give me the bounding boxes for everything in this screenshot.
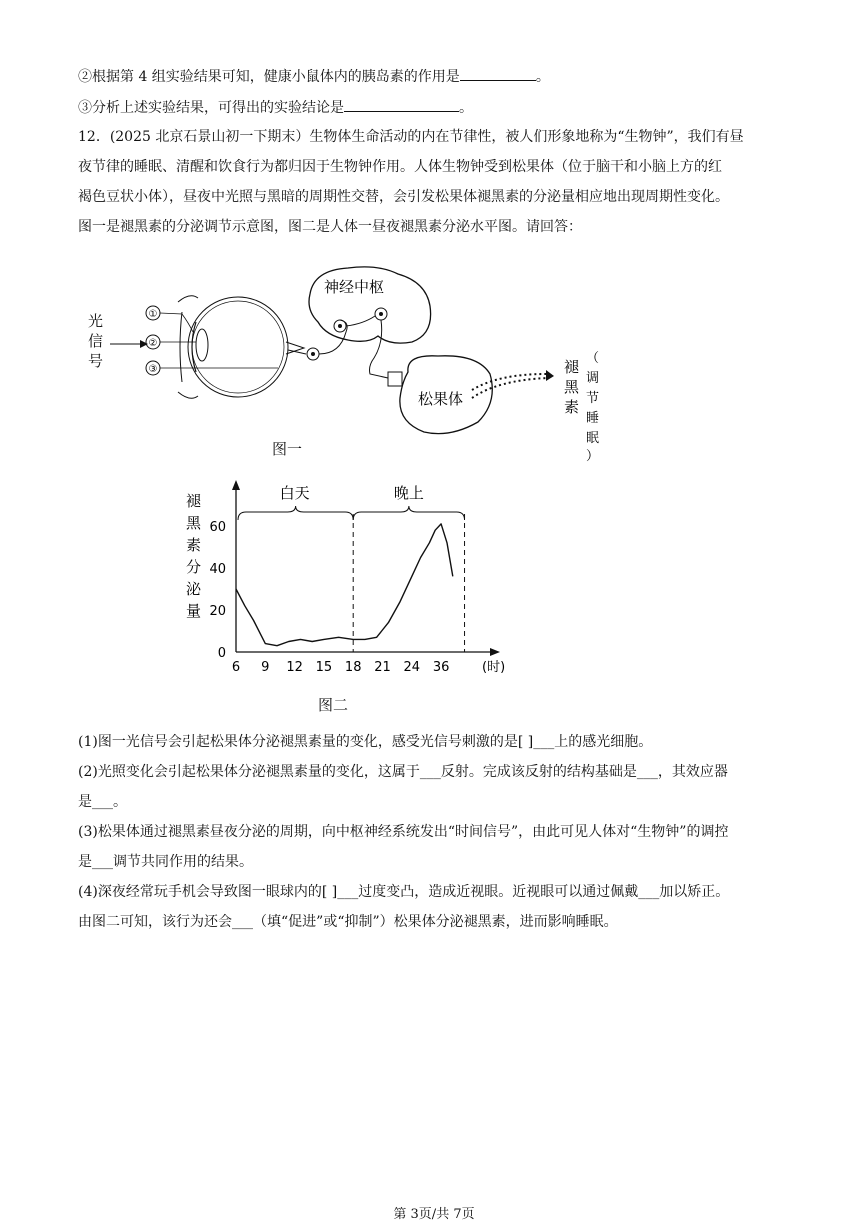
question-line-insulin: ②根据第 4 组实验结果可知，健康小鼠体内的胰岛素的作用是 。 (78, 66, 550, 87)
nerve-fiber-3 (370, 320, 389, 378)
y-axis-label-char: 素 (186, 536, 202, 554)
melatonin-label (564, 358, 584, 416)
eyeball (178, 296, 304, 399)
nerve-fiber-1 (319, 320, 347, 354)
light-label-char-1: 光 (88, 312, 104, 330)
brace-day (238, 506, 353, 520)
note-char-1: （ (586, 351, 600, 366)
figure1-diagram (78, 262, 638, 462)
x-tick-label: 36 (432, 660, 450, 675)
q12-stem-line4: 图一是褪黑素的分泌调节示意图，图二是人体一昼夜褪黑素分泌水平图。请回答： (78, 219, 582, 235)
question-3-line2: 是___调节共同作用的结果。 (78, 854, 253, 870)
brain-label: 神经中枢 (324, 278, 385, 296)
synapse-box (388, 372, 402, 386)
q12-stem-line3: 褐色豆状小体），昼夜中光照与黑暗的周期性交替，会引发松果体褪黑素的分泌量相应地出现周期性变化。 (78, 189, 729, 205)
secretion-arrow-head (546, 370, 554, 381)
x-axis-arrow (490, 648, 500, 656)
pineal-label: 松果体 (418, 390, 464, 408)
light-signal-label (88, 312, 108, 370)
region-label-day: 白天 (279, 484, 310, 502)
melatonin-char-1: 褪 (564, 358, 580, 376)
y-tick-label: 0 (217, 646, 226, 661)
marker-3: ③ (148, 364, 158, 375)
x-tick-label: 18 (344, 660, 362, 675)
melatonin-curve (236, 524, 453, 646)
neuron-nucleus-1 (311, 352, 315, 356)
y-axis-label-char: 黑 (186, 514, 202, 532)
question-4-line2: 由图二可知，该行为还会___（填“促进”或“抑制”）松果体分泌褪黑素，进而影响睡眠。 (78, 914, 618, 930)
marker-1: ① (148, 309, 158, 320)
question-3-line1: (3)松果体通过褪黑素昼夜分泌的周期，向中枢神经系统发出“时间信号”，由此可见人体对“生物钟”的调控 (78, 824, 729, 840)
note-char-4: 睡 (586, 411, 600, 426)
answer-blank (460, 66, 536, 81)
brace-night (353, 506, 464, 520)
y-axis-label-char: 褪 (186, 492, 202, 510)
y-axis-label-char: 分 (186, 558, 202, 576)
y-tick-label: 40 (209, 562, 226, 577)
melatonin-char-3: 素 (564, 398, 580, 416)
question-2-line2: 是___。 (78, 794, 127, 810)
answer-blank (344, 97, 459, 112)
note-char-3: 节 (586, 391, 600, 406)
y-axis-arrow (232, 480, 240, 490)
y-axis-label-char: 量 (186, 602, 202, 620)
q12-stem-line1: 12．(2025 北京石景山初一下期末）生物体生命活动的内在节律性，被人们形象地称为“生物钟”，我们有昼 (78, 129, 744, 145)
y-axis-label-char: 泌 (186, 580, 202, 598)
figure2-caption: 图二 (318, 696, 349, 714)
page-footer: 第 3页/共 7页 (393, 1207, 475, 1222)
light-label-char-2: 信 (88, 332, 104, 350)
question-1: (1)图一光信号会引起松果体分泌褪黑素量的变化，感受光信号刺激的是[ ]___上的感光细胞。 (78, 734, 653, 750)
question-line-conclusion: ③分析上述实验结果，可得出的实验结论是 。 (78, 97, 473, 118)
leader-line-1 (160, 313, 193, 332)
y-tick-label: 20 (209, 604, 226, 619)
x-tick-label: 9 (261, 660, 270, 675)
neuron-nucleus-2 (338, 324, 342, 328)
light-label-char-3: 号 (88, 352, 104, 370)
neuron-nucleus-3 (379, 312, 383, 316)
melatonin-char-2: 黑 (564, 378, 580, 396)
note-char-2: 调 (586, 371, 600, 386)
x-tick-label: 12 (286, 660, 303, 675)
x-tick-label: 24 (403, 660, 421, 675)
note-char-5: 眠 (586, 431, 600, 446)
y-tick-label: 60 (209, 520, 226, 535)
q12-stem-line2: 夜节律的睡眠、清醒和饮食行为都归因于生物钟作用。人体生物钟受到松果体（位于脑干和小脑上方的红 (78, 159, 722, 175)
x-tick-label: 21 (374, 660, 391, 675)
secretion-dots-1 (472, 378, 548, 398)
question-2-line1: (2)光照变化会引起松果体分泌褪黑素量的变化，这属于___反射。完成该反射的结构基础是___，其效应器 (78, 764, 728, 780)
question-4-line1: (4)深夜经常玩手机会导致图一眼球内的[ ]___过度变凸，造成近视眼。近视眼可以通过佩戴___加以矫正。 (78, 884, 730, 900)
nerve-fiber-2 (346, 316, 375, 326)
regulate-sleep-note (586, 351, 603, 462)
note-char-6: ） (586, 449, 600, 462)
region-label-night: 晚上 (393, 484, 424, 502)
x-tick-label: 6 (231, 660, 241, 675)
x-axis-unit: (时) (482, 660, 506, 675)
x-tick-label: 15 (315, 660, 333, 675)
marker-2: ② (148, 338, 158, 349)
figure2-chart (170, 474, 520, 684)
figure1-caption: 图一 (272, 440, 303, 458)
